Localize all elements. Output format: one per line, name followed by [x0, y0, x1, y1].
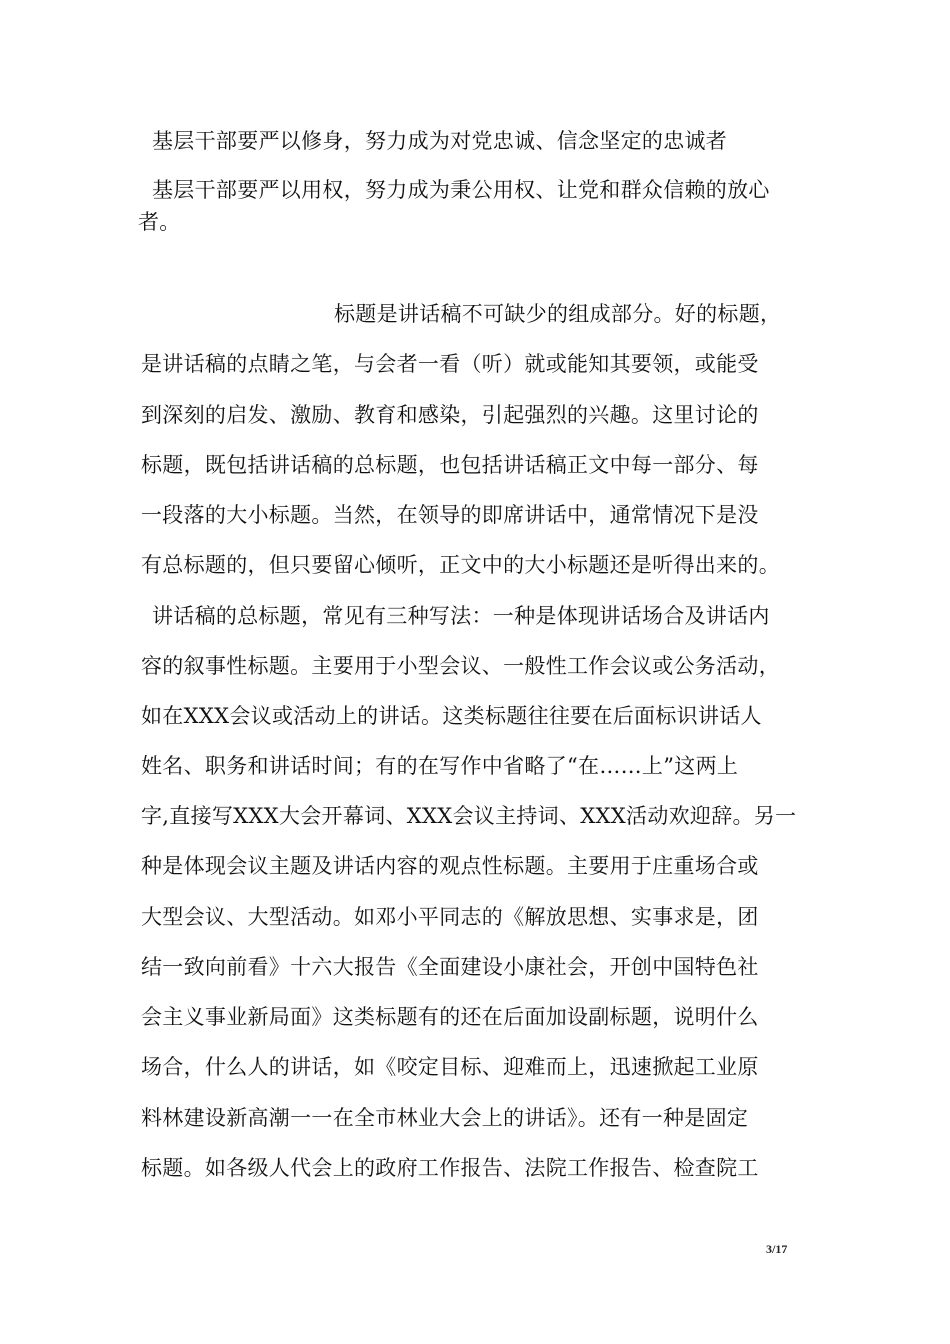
- body-line: 料林建设新高潮一一在全市林业大会上的讲话》。还有一种是固定: [141, 1106, 749, 1130]
- body-line: 标题，既包括讲话稿的总标题，也包括讲话稿正文中每一部分、每: [141, 453, 759, 477]
- body-line: 场合，什么人的讲话，如《咬定目标、迎难而上，迅速掀起工业原: [141, 1055, 759, 1079]
- heading-line-2-continued: 者。: [138, 210, 181, 234]
- heading-line-2: 基层干部要严以用权，努力成为秉公用权、让党和群众信赖的放心: [152, 178, 770, 202]
- body-line: 是讲话稿的点睛之笔，与会者一看（听）就或能知其要领，或能受: [141, 352, 759, 376]
- body-line: 种是体现会议主题及讲话内容的观点性标题。主要用于庄重场合或: [141, 854, 759, 878]
- heading-line-1: 基层干部要严以修身，努力成为对党忠诚、信念坚定的忠诚者: [152, 129, 728, 153]
- body-line: 标题是讲话稿不可缺少的组成部分。好的标题，: [334, 302, 782, 326]
- body-line: 结一致向前看》十六大报告《全面建设小康社会，开创中国特色社: [141, 955, 759, 979]
- body-line: 标题。如各级人代会上的政府工作报告、法院工作报告、检查院工: [141, 1156, 759, 1180]
- body-line: 字,直接写XXX大会开幕词、XXX会议主持词、XXX活动欢迎辞。另一: [141, 804, 797, 828]
- body-line: 姓名、职务和讲话时间；有的在写作中省略了“在……上”这两上: [141, 754, 739, 778]
- body-line: 讲话稿的总标题，常见有三种写法：一种是体现讲话场合及讲话内: [152, 604, 770, 628]
- body-line: 到深刻的启发、激励、教育和感染，引起强烈的兴趣。这里讨论的: [141, 403, 759, 427]
- body-line: 有总标题的，但只要留心倾听，正文中的大小标题还是听得出来的。: [141, 553, 780, 577]
- body-line: 如在XXX会议或活动上的讲话。这类标题往往要在后面标识讲话人: [141, 704, 762, 728]
- body-line: 会主义事业新局面》这类标题有的还在后面加设副标题，说明什么: [141, 1005, 759, 1029]
- body-line: 容的叙事性标题。主要用于小型会议、一般性工作会议或公务活动，: [141, 654, 780, 678]
- body-line: 一段落的大小标题。当然，在领导的即席讲话中，通常情况下是没: [141, 503, 759, 527]
- page-number: 3/17: [766, 1242, 788, 1256]
- body-line: 大型会议、大型活动。如邓小平同志的《解放思想、实事求是，团: [141, 905, 759, 929]
